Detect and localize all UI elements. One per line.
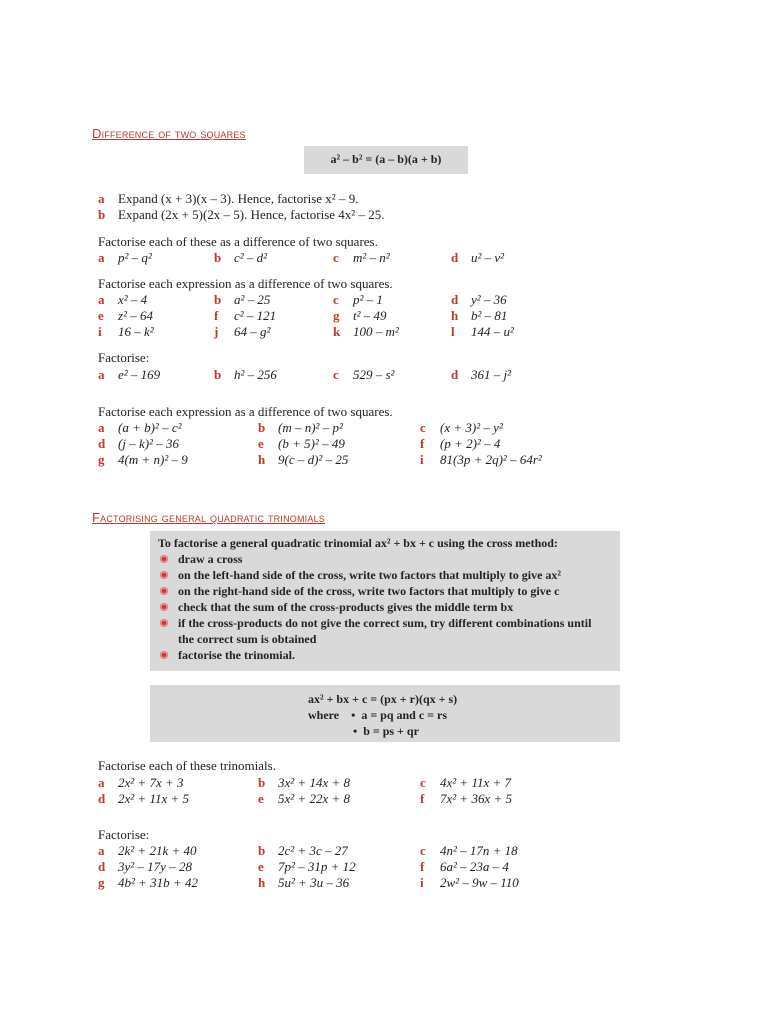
text: (j – k)² – 36 <box>118 436 179 451</box>
item-label: i <box>420 875 424 890</box>
text: 5u² + 3u – 36 <box>278 875 350 890</box>
text: 3y² – 17y – 28 <box>118 859 192 874</box>
item-label: h <box>258 875 266 890</box>
text: 6a² – 23a – 4 <box>440 859 509 874</box>
instruction: Factorise each expression as a difference of two squares. <box>98 404 393 419</box>
formula-box: a² – b² = (a – b)(a + b) <box>304 146 468 174</box>
text: 2w² – 9w – 110 <box>440 875 519 890</box>
text: 529 – s² <box>353 367 395 382</box>
exercise-item <box>98 436 179 452</box>
text: e² – 169 <box>118 367 161 382</box>
instruction: Factorise each of these trinomials. <box>98 758 276 773</box>
item-label: b <box>258 775 266 790</box>
text: (p + 2)² – 4 <box>440 436 501 451</box>
text: 3x² + 14x + 8 <box>278 775 350 790</box>
item-label: i <box>420 452 424 467</box>
step-item: on the left-hand side of the cross, write two factors that multiply to give ax² <box>158 567 612 583</box>
exercise-item <box>98 308 153 324</box>
text: 7p² – 31p + 12 <box>278 859 356 874</box>
text: 2x² + 11x + 5 <box>118 791 190 806</box>
exercise-item <box>420 843 518 859</box>
step-item: factorise the trinomial. <box>158 647 612 663</box>
text: 7x² + 36x + 5 <box>440 791 512 806</box>
exercise-item <box>451 292 507 308</box>
text: (m – n)² – p² <box>278 420 343 435</box>
text: 64 – g² <box>234 324 271 339</box>
section-heading-quadratic-trinomials: Factorising general quadratic trinomials <box>92 510 325 525</box>
text: 5x² + 22x + 8 <box>278 791 350 806</box>
item-label: d <box>98 436 106 451</box>
item-label: f <box>420 791 425 806</box>
text: p² – q² <box>118 250 152 265</box>
instruction: Factorise each expression as a difference of two squares. <box>98 276 393 291</box>
exercise-item <box>214 292 270 308</box>
item-label: a <box>98 292 105 307</box>
item-label: f <box>420 436 425 451</box>
exercise-item <box>258 452 348 468</box>
text: • <box>353 724 358 738</box>
item-label: c <box>420 420 426 435</box>
exercise-item <box>98 367 160 383</box>
text: a² – 25 <box>234 292 271 307</box>
item-label: a <box>98 367 105 382</box>
item-label: k <box>333 324 341 339</box>
exercise-item <box>451 308 507 324</box>
item-label: b <box>214 367 222 382</box>
item-label: e <box>258 791 264 806</box>
text: t² – 49 <box>353 308 387 323</box>
text: the correct sum is obtained <box>178 632 317 646</box>
text: y² – 36 <box>471 292 507 307</box>
item-label: e <box>258 436 264 451</box>
item-label: f <box>214 308 219 323</box>
text: 2k² + 21k + 40 <box>118 843 197 858</box>
exercise-item <box>258 791 350 807</box>
text: (a + b)² – c² <box>118 420 182 435</box>
exercise-item <box>214 250 267 266</box>
expand-questions <box>98 191 384 223</box>
text: 361 – j² <box>471 367 512 382</box>
exercise-item <box>258 775 350 791</box>
exercise-item <box>420 452 542 468</box>
cross-method-box <box>150 531 620 671</box>
item-label: d <box>98 859 106 874</box>
step-item <box>158 615 612 647</box>
text: b = ps + qr <box>363 724 419 738</box>
item-label: a <box>98 191 105 206</box>
text: (b + 5)² – 49 <box>278 436 345 451</box>
expand-item-b <box>98 207 384 223</box>
item-label: c <box>333 367 339 382</box>
exercise-item <box>258 859 356 875</box>
item-label: g <box>98 875 105 890</box>
exercise-item <box>333 367 394 383</box>
text: Expand (x + 3)(x – 3). Hence, factorise x² – 9. <box>118 191 359 206</box>
exercise-item <box>214 367 277 383</box>
item-label: i <box>98 324 102 339</box>
exercise-item <box>420 791 512 807</box>
text: (x + 3)² – y² <box>440 420 503 435</box>
text: 4(m + n)² – 9 <box>118 452 188 467</box>
item-label: g <box>333 308 340 323</box>
item-label: f <box>420 859 425 874</box>
item-label: c <box>333 250 339 265</box>
exercise-item <box>98 843 196 859</box>
step-item: check that the sum of the cross-products gives the middle term bx <box>158 599 612 615</box>
step-item: draw a cross <box>158 551 612 567</box>
where-row-1 <box>150 707 620 723</box>
text: c² – d² <box>234 250 268 265</box>
exercise-item <box>420 875 519 891</box>
text: h² – 256 <box>234 367 277 382</box>
text: z² – 64 <box>118 308 153 323</box>
exercise-item <box>420 859 509 875</box>
step-item: on the right-hand side of the cross, write two factors that multiply to give c <box>158 583 612 599</box>
exercise-item <box>98 875 198 891</box>
exercise-item <box>258 843 348 859</box>
exercise-item <box>98 292 147 308</box>
item-label: d <box>451 292 459 307</box>
text: a = pq and c = rs <box>361 708 448 722</box>
text: if the cross-products do not give the correct sum, try different combinations until <box>178 616 592 630</box>
text: m² – n² <box>353 250 390 265</box>
item-label: b <box>258 843 266 858</box>
item-label: c <box>420 843 426 858</box>
exercise-item <box>420 775 511 791</box>
item-label: c <box>420 775 426 790</box>
exercise-item <box>214 308 276 324</box>
cross-method-title: To factorise a general quadratic trinomial ax² + bx + c using the cross method: <box>158 536 558 550</box>
exercise-item <box>258 436 345 452</box>
exercise-item <box>333 324 399 340</box>
exercise-item <box>98 250 152 266</box>
exercise-item <box>420 436 500 452</box>
item-label: g <box>98 452 105 467</box>
exercise-item <box>98 420 182 436</box>
expand-item-a <box>98 191 384 207</box>
text: p² – 1 <box>353 292 383 307</box>
text: 4b² + 31b + 42 <box>118 875 198 890</box>
text: 100 – m² <box>353 324 399 339</box>
text: x² – 4 <box>118 292 148 307</box>
item-label: a <box>98 420 105 435</box>
exercise-item <box>333 250 390 266</box>
item-label: d <box>451 367 459 382</box>
item-label: a <box>98 250 105 265</box>
item-label: j <box>214 324 219 339</box>
item-label: b <box>258 420 266 435</box>
item-label: b <box>214 250 222 265</box>
item-label: c <box>333 292 339 307</box>
text: 9(c – d)² – 25 <box>278 452 349 467</box>
text: 4n² – 17n + 18 <box>440 843 518 858</box>
instruction: Factorise: <box>98 350 150 365</box>
item-label: e <box>98 308 104 323</box>
text: c² – 121 <box>234 308 277 323</box>
item-label: e <box>258 859 264 874</box>
exercise-item <box>98 859 192 875</box>
where-row-2 <box>150 723 620 739</box>
text: 16 – k² <box>118 324 154 339</box>
item-label: l <box>451 324 455 339</box>
instruction: Factorise each of these as a difference of two squares. <box>98 234 378 249</box>
section-heading-difference-of-squares: Difference of two squares <box>92 126 246 141</box>
item-label: a <box>98 775 105 790</box>
item-label: h <box>258 452 266 467</box>
text: 81(3p + 2q)² – 64r² <box>440 452 542 467</box>
text: 4x² + 11x + 7 <box>440 775 512 790</box>
exercise-item <box>214 324 270 340</box>
item-label: d <box>451 250 459 265</box>
text: u² – v² <box>471 250 505 265</box>
exercise-item <box>451 324 514 340</box>
exercise-item <box>333 292 383 308</box>
text: 2x² + 7x + 3 <box>118 775 184 790</box>
instruction: Factorise: <box>98 827 150 842</box>
text: Expand (2x + 5)(2x – 5). Hence, factorise 4x² – 25. <box>118 207 385 222</box>
text: 144 – u² <box>471 324 514 339</box>
exercise-item <box>98 324 154 340</box>
text: 2c² + 3c – 27 <box>278 843 348 858</box>
exercise-item <box>98 791 189 807</box>
exercise-item <box>258 420 343 436</box>
identity-formula: ax² + bx + c = (px + r)(qx + s) <box>308 692 458 706</box>
exercise-item <box>451 367 511 383</box>
exercise-item <box>333 308 387 324</box>
exercise-item <box>451 250 504 266</box>
item-label: h <box>451 308 459 323</box>
exercise-item <box>98 452 188 468</box>
item-label: d <box>98 791 106 806</box>
item-label: b <box>98 207 106 222</box>
exercise-item <box>420 420 503 436</box>
text: where <box>308 708 340 722</box>
identity-box <box>150 685 620 742</box>
item-label: a <box>98 843 105 858</box>
exercise-item <box>258 875 349 891</box>
text: • <box>351 708 356 722</box>
text: b² – 81 <box>471 308 508 323</box>
exercise-item <box>98 775 183 791</box>
item-label: b <box>214 292 222 307</box>
cross-method-steps <box>158 551 612 663</box>
